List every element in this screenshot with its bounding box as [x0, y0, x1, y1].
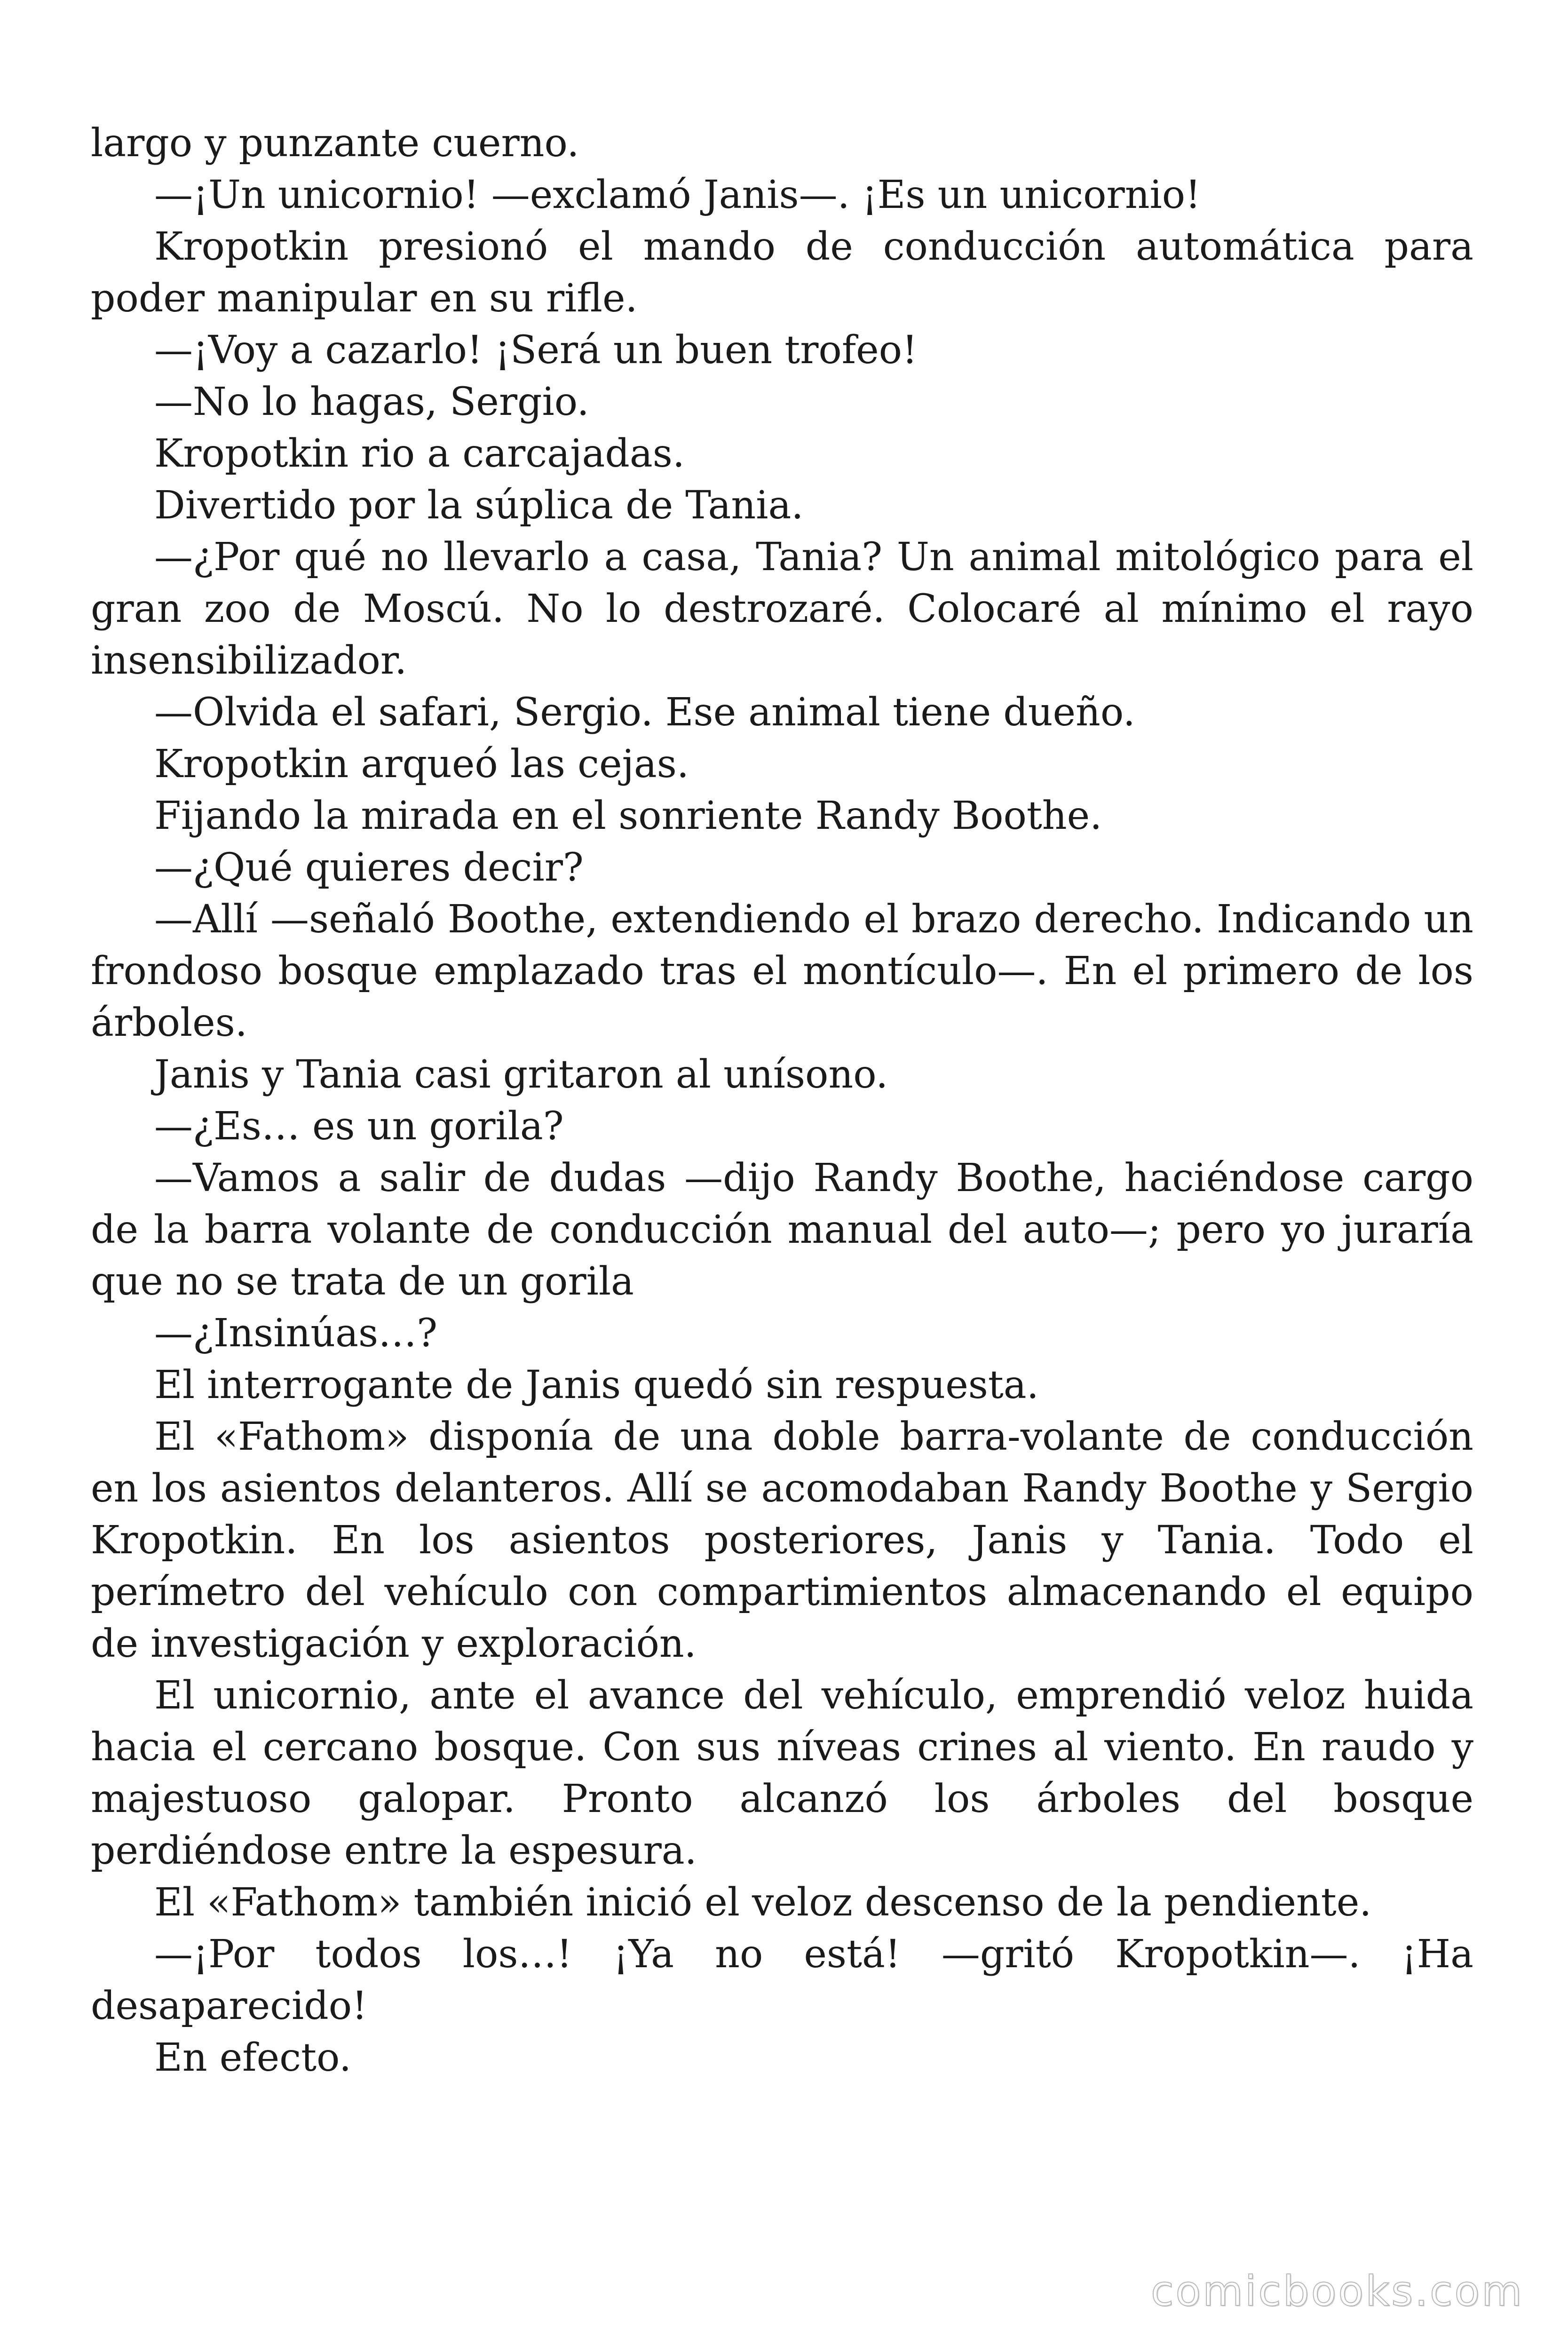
paragraph: —¿Insinúas…?: [154, 1311, 438, 1356]
paragraph: El interrogante de Janis quedó sin respuesta.: [154, 1363, 1039, 1407]
paragraph: Janis y Tania casi gritaron al unísono.: [154, 1052, 888, 1097]
paragraph: El «Fathom» disponía de una doble barra-volante de conducción en los asientos delanteros. Allí se acomodaban Randy Boothe y Sergio Kropotkin. En los asientos posteriores, Janis y Tania. Todo el perímetro del vehículo con compartimientos almacenando el equipo de investigación y exploración.: [91, 1414, 1473, 1666]
paragraph: Fijando la mirada en el sonriente Randy Boothe.: [154, 794, 1102, 838]
paragraph: —Olvida el safari, Sergio. Ese animal tiene dueño.: [154, 690, 1135, 735]
paragraph: En efecto.: [154, 2035, 352, 2080]
paragraph: —¿Qué quieres decir?: [154, 845, 584, 890]
paragraph: —¿Es… es un gorila?: [154, 1104, 564, 1149]
paragraph: El unicornio, ante el avance del vehículo, emprendió veloz huida hacia el cercano bosque. Con sus níveas crines al viento. En raudo y majestuoso galopar. Pronto alcanzó los árboles del bosque perdiéndose entre la espesura.: [91, 1673, 1473, 1873]
paragraph: largo y punzante cuerno.: [91, 121, 579, 166]
watermark: comicbooks.com: [1150, 2267, 1524, 2315]
paragraph: —¡Por todos los…! ¡Ya no está! —gritó Kropotkin—. ¡Ha desaparecido!: [91, 1932, 1473, 2028]
paragraph: —¡Voy a cazarlo! ¡Será un buen trofeo!: [154, 328, 918, 373]
paragraph: Kropotkin arqueó las cejas.: [154, 742, 689, 787]
paragraph: Kropotkin rio a carcajadas.: [154, 431, 685, 476]
paragraph: Kropotkin presionó el mando de conducción automática para poder manipular en su rifle.: [91, 224, 1473, 321]
paragraph: El «Fathom» también inició el veloz descenso de la pendiente.: [154, 1880, 1372, 1925]
paragraph: —No lo hagas, Sergio.: [154, 380, 589, 424]
paragraph: —Vamos a salir de dudas —dijo Randy Boothe, haciéndose cargo de la barra volante de conducción manual del auto—; pero yo juraría que no se trata de un gorila: [91, 1156, 1473, 1304]
paragraph: —¡Un unicornio! —exclamó Janis—. ¡Es un unicornio!: [154, 173, 1201, 217]
paragraph: —Allí —señaló Boothe, extendiendo el brazo derecho. Indicando un frondoso bosque emplazado tras el montículo—. En el primero de los árboles.: [91, 897, 1473, 1045]
paragraph: Divertido por la súplica de Tania.: [154, 483, 804, 528]
paragraph: —¿Por qué no llevarlo a casa, Tania? Un animal mitológico para el gran zoo de Moscú. No lo destrozaré. Colocaré al mínimo el rayo insensibilizador.: [91, 535, 1473, 683]
page-body: [91, 118, 1473, 2084]
